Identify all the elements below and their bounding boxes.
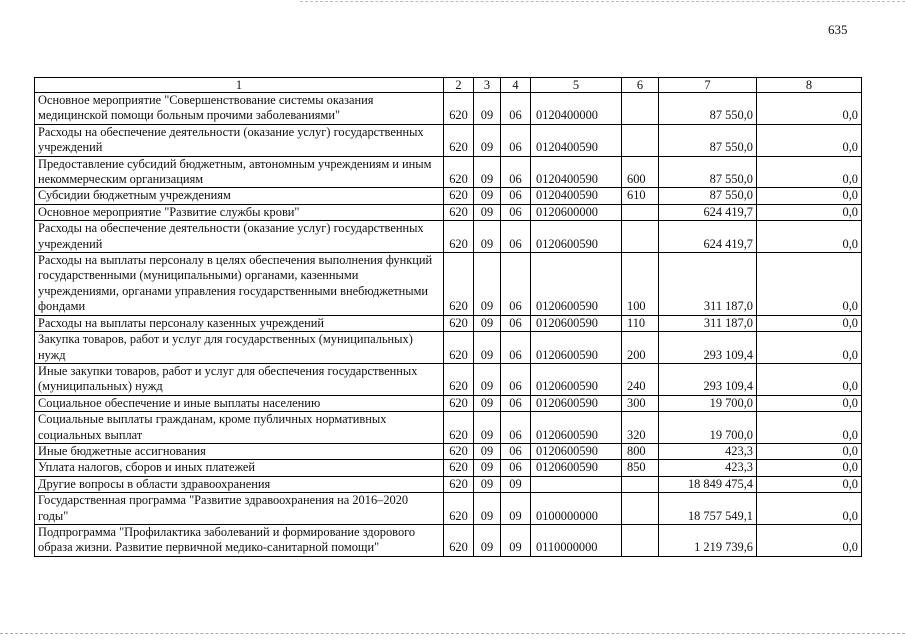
table-header-row [35,78,862,93]
cell-ministry: 620 [444,363,474,395]
cell-section: 09 [474,93,501,125]
cell-name: Расходы на обеспечение деятельности (оказание услуг) государственных учреждений [35,221,444,253]
cell-section: 09 [474,253,501,316]
page-number: 635 [828,22,848,37]
table-row [35,188,862,204]
cell-amount-2: 0,0 [757,363,862,395]
cell-target-code: 0110000000 [531,524,622,556]
column-header: 6 [622,78,659,93]
cell-target-code: 0120600590 [531,315,622,331]
cell-amount: 624 419,7 [659,204,757,220]
cell-name: Основное мероприятие "Совершенствование системы оказания медицинской помощи больным прочими заболеваниями" [35,93,444,125]
cell-name: Предоставление субсидий бюджетным, автономным учреждениям и иным некоммерческим организациям [35,156,444,188]
cell-ministry: 620 [444,332,474,364]
cell-amount-2: 0,0 [757,332,862,364]
column-header: 1 [35,78,444,93]
cell-amount: 311 187,0 [659,315,757,331]
cell-target-code: 0120400000 [531,93,622,125]
cell-name: Основное мероприятие "Развитие службы крови" [35,204,444,220]
cell-ministry: 620 [444,315,474,331]
cell-section: 09 [474,204,501,220]
cell-subsection: 06 [501,412,531,444]
cell-section: 09 [474,443,501,459]
cell-target-code: 0120400590 [531,124,622,156]
cell-target-code: 0120400590 [531,188,622,204]
cell-expense-type [622,204,659,220]
cell-ministry: 620 [444,124,474,156]
cell-amount-2: 0,0 [757,395,862,411]
cell-amount: 18 757 549,1 [659,493,757,525]
cell-subsection: 09 [501,476,531,492]
cell-amount-2: 0,0 [757,476,862,492]
cell-name: Государственная программа "Развитие здравоохранения на 2016–2020 годы" [35,493,444,525]
cell-name: Расходы на выплаты персоналу казенных учреждений [35,315,444,331]
cell-amount: 19 700,0 [659,412,757,444]
column-header: 4 [501,78,531,93]
cell-expense-type [622,124,659,156]
cell-section: 09 [474,124,501,156]
table-row [35,204,862,220]
cell-subsection: 06 [501,460,531,476]
cell-subsection: 06 [501,124,531,156]
cell-ministry: 620 [444,460,474,476]
cell-target-code: 0120600590 [531,221,622,253]
cell-expense-type: 110 [622,315,659,331]
cell-amount-2: 0,0 [757,93,862,125]
cell-target-code: 0120600590 [531,460,622,476]
cell-expense-type [622,93,659,125]
cell-name: Социальные выплаты гражданам, кроме публичных нормативных социальных выплат [35,412,444,444]
table-row [35,493,862,525]
cell-name: Подпрограмма "Профилактика заболеваний и формирование здорового образа жизни. Развитие первичной медико-санитарной помощи" [35,524,444,556]
cell-target-code [531,476,622,492]
cell-subsection: 06 [501,253,531,316]
cell-subsection: 06 [501,156,531,188]
cell-expense-type [622,476,659,492]
cell-amount-2: 0,0 [757,460,862,476]
cell-amount-2: 0,0 [757,188,862,204]
cell-amount: 87 550,0 [659,93,757,125]
cell-section: 09 [474,476,501,492]
cell-amount: 293 109,4 [659,332,757,364]
cell-section: 09 [474,315,501,331]
table-row [35,412,862,444]
cell-amount: 19 700,0 [659,395,757,411]
cell-amount-2: 0,0 [757,315,862,331]
table-row [35,332,862,364]
column-header: 2 [444,78,474,93]
cell-ministry: 620 [444,493,474,525]
table-row [35,221,862,253]
cell-amount-2: 0,0 [757,156,862,188]
cell-amount-2: 0,0 [757,204,862,220]
cell-ministry: 620 [444,412,474,444]
cell-amount-2: 0,0 [757,412,862,444]
cell-subsection: 06 [501,443,531,459]
cell-name: Социальное обеспечение и иные выплаты населению [35,395,444,411]
cell-section: 09 [474,156,501,188]
cell-subsection: 09 [501,524,531,556]
cell-section: 09 [474,332,501,364]
cell-ministry: 620 [444,524,474,556]
cell-expense-type: 320 [622,412,659,444]
cell-section: 09 [474,188,501,204]
cell-ministry: 620 [444,188,474,204]
cell-amount: 311 187,0 [659,253,757,316]
cell-target-code: 0120600590 [531,443,622,459]
cell-target-code: 0120600590 [531,332,622,364]
cell-amount: 423,3 [659,460,757,476]
cell-ministry: 620 [444,443,474,459]
cell-expense-type [622,493,659,525]
cell-ministry: 620 [444,253,474,316]
table-row [35,443,862,459]
budget-table [34,77,862,557]
cell-target-code: 0120600590 [531,412,622,444]
cell-amount: 624 419,7 [659,221,757,253]
cell-target-code: 0100000000 [531,493,622,525]
cell-ministry: 620 [444,476,474,492]
cell-expense-type [622,221,659,253]
cell-ministry: 620 [444,93,474,125]
cell-expense-type: 610 [622,188,659,204]
table-row [35,93,862,125]
cell-expense-type: 100 [622,253,659,316]
cell-ministry: 620 [444,156,474,188]
cell-subsection: 06 [501,204,531,220]
cell-section: 09 [474,524,501,556]
cell-expense-type [622,524,659,556]
cell-name: Закупка товаров, работ и услуг для государственных (муниципальных) нужд [35,332,444,364]
cell-section: 09 [474,363,501,395]
cell-subsection: 06 [501,363,531,395]
cell-amount: 18 849 475,4 [659,476,757,492]
cell-amount-2: 0,0 [757,493,862,525]
table-row [35,156,862,188]
cell-section: 09 [474,395,501,411]
cell-amount: 87 550,0 [659,156,757,188]
scan-edge-bottom [0,633,905,634]
table-row [35,395,862,411]
cell-expense-type: 800 [622,443,659,459]
table-row [35,124,862,156]
cell-name: Уплата налогов, сборов и иных платежей [35,460,444,476]
cell-ministry: 620 [444,221,474,253]
cell-target-code: 0120600000 [531,204,622,220]
cell-section: 09 [474,221,501,253]
cell-amount-2: 0,0 [757,443,862,459]
cell-name: Расходы на обеспечение деятельности (оказание услуг) государственных учреждений [35,124,444,156]
cell-amount: 87 550,0 [659,124,757,156]
cell-subsection: 06 [501,315,531,331]
cell-name: Субсидии бюджетным учреждениям [35,188,444,204]
cell-target-code: 0120600590 [531,395,622,411]
cell-amount-2: 0,0 [757,524,862,556]
table-row [35,363,862,395]
cell-subsection: 06 [501,93,531,125]
cell-name: Иные закупки товаров, работ и услуг для обеспечения государственных (муниципальных) нужд [35,363,444,395]
table-row [35,253,862,316]
table-row [35,315,862,331]
cell-expense-type: 600 [622,156,659,188]
cell-amount-2: 0,0 [757,124,862,156]
table-row [35,476,862,492]
cell-name: Расходы на выплаты персоналу в целях обеспечения выполнения функций государственными (муниципальными) органами, казенными учреждениями, органами управления государственными внебюджетными фондами [35,253,444,316]
cell-target-code: 0120400590 [531,156,622,188]
cell-amount-2: 0,0 [757,253,862,316]
cell-expense-type: 850 [622,460,659,476]
cell-expense-type: 240 [622,363,659,395]
cell-subsection: 06 [501,188,531,204]
cell-name: Другие вопросы в области здравоохранения [35,476,444,492]
cell-target-code: 0120600590 [531,253,622,316]
cell-ministry: 620 [444,395,474,411]
cell-ministry: 620 [444,204,474,220]
cell-amount-2: 0,0 [757,221,862,253]
cell-section: 09 [474,493,501,525]
column-header: 5 [531,78,622,93]
cell-subsection: 09 [501,493,531,525]
cell-amount: 423,3 [659,443,757,459]
cell-target-code: 0120600590 [531,363,622,395]
cell-amount: 87 550,0 [659,188,757,204]
cell-expense-type: 200 [622,332,659,364]
scan-edge-top [300,1,905,2]
column-header: 7 [659,78,757,93]
cell-amount: 1 219 739,6 [659,524,757,556]
cell-amount: 293 109,4 [659,363,757,395]
cell-expense-type: 300 [622,395,659,411]
cell-subsection: 06 [501,221,531,253]
cell-section: 09 [474,460,501,476]
cell-subsection: 06 [501,332,531,364]
cell-subsection: 06 [501,395,531,411]
cell-section: 09 [474,412,501,444]
table-row [35,524,862,556]
cell-name: Иные бюджетные ассигнования [35,443,444,459]
column-header: 8 [757,78,862,93]
table-row [35,460,862,476]
column-header: 3 [474,78,501,93]
